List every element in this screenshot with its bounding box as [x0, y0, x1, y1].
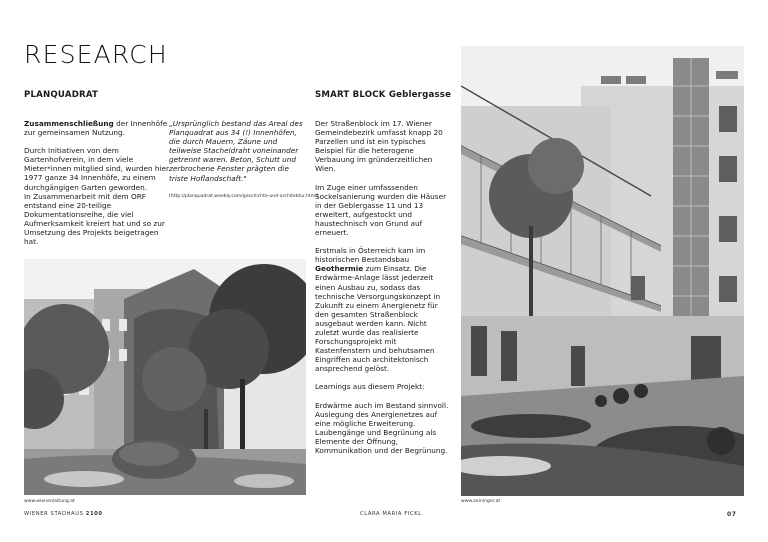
footer-left-year: 2100: [85, 511, 103, 517]
smart-block-paragraph-2: Im Zuge einer umfassenden Sockelsanierung wurden die Häuser in der Geblergasse 11 und 13 erweitert, aufgestockt und haustechnisch von Grund auf erneuert.: [315, 182, 447, 238]
smart-block-paragraph-5: Erdwärme auch im Bestand sinnvoll. Auslegung des Anergienetzes auf eine mögliche Erweiterung. Laubengänge und Begrünung als Elemente der Öffnung, Kommunikation und der Begrünung.: [315, 400, 449, 455]
planquadrat-photo-credit: www.wienerzeitung.at: [24, 499, 75, 504]
geothermie-bold: Geothermie: [315, 264, 364, 274]
smart-block-text: [315, 119, 453, 464]
page-number: 07: [727, 511, 737, 518]
quote-source: [http://planquadrat.weebly.com/geschichte-und-architektur.html]: [169, 194, 319, 199]
smart-block-paragraph-3: [315, 246, 453, 373]
smart-block-photo-credit: www.zeininger.at: [461, 499, 501, 504]
planquadrat-paragraph-3: In Zusammenarbeit mit dem ORF entstand eine 20-teilige Dokumentationsreihe, die viel Aufmerksamkeit kreiert hat und so zur Umsetzung des Projekts beigetragen hat.: [24, 191, 165, 247]
planquadrat-intro: [24, 119, 174, 137]
smart-block-paragraph-1: Der Straßenblock im 17. Wiener Gemeindebezirk umfasst knapp 20 Parzellen und ist ein typisches Beispiel für die heterogene Verbauung im gründerzeitlichen Wien.: [315, 119, 443, 174]
footer-left: [24, 511, 103, 517]
planquadrat-quote: „Ursprünglich bestand das Areal des Planquadrat aus 34 (!) Innenhöfen, die durch Mauern, Zäune und teilweise Stacheldraht voneinander getrennt waren. Beton, Schutt und zerbrochene Fenster prägten die triste Hoflandschaft.": [169, 119, 303, 183]
smart-block-paragraph-4: Learnings aus diesem Projekt:: [315, 382, 425, 392]
planquadrat-heading: PLANQUADRAT: [24, 90, 99, 100]
planquadrat-paragraph-2: Durch Initiativen von dem Gartenhofverein, in dem viele Mieter*innen mitglied sind, wurden hier 1977 ganze 34 Innenhöfe, zu einem durchgängigen Garten geworden.: [24, 146, 170, 192]
planquadrat-text: [24, 119, 174, 255]
smart-block-heading: SMART BLOCK Geblergasse: [315, 90, 452, 100]
planquadrat-photo: [24, 259, 306, 495]
geothermie-pre: Erstmals in Österreich kam im historischen Bestandsbau: [315, 246, 426, 265]
page-title: RESEARCH: [24, 40, 168, 69]
footer-left-prefix: WIENER STADHAUS: [24, 511, 86, 517]
footer-center: CLARA MARIA FICKL: [360, 511, 422, 517]
intro-rest: der Innenhöfe zur gemeinsamen Nutzung.: [24, 119, 168, 138]
smart-block-photo: [461, 46, 744, 496]
intro-bold: Zusammenschließung: [24, 119, 114, 128]
geothermie-post: zum Einsatz. Die Erdwärme-Anlage lässt jederzeit einen Ausbau zu, sodass das technische Versorgungskonzept in Zukunft zu einem Anergienetz für den gesamten Straßenblock ausgebaut werden kann. Nicht zuletzt wurde das realisierte Forschungsprojekt mit Kastenfenstern und behutsamen Eingriffen auch architektonisch ansprechend gelöst.: [315, 264, 441, 374]
